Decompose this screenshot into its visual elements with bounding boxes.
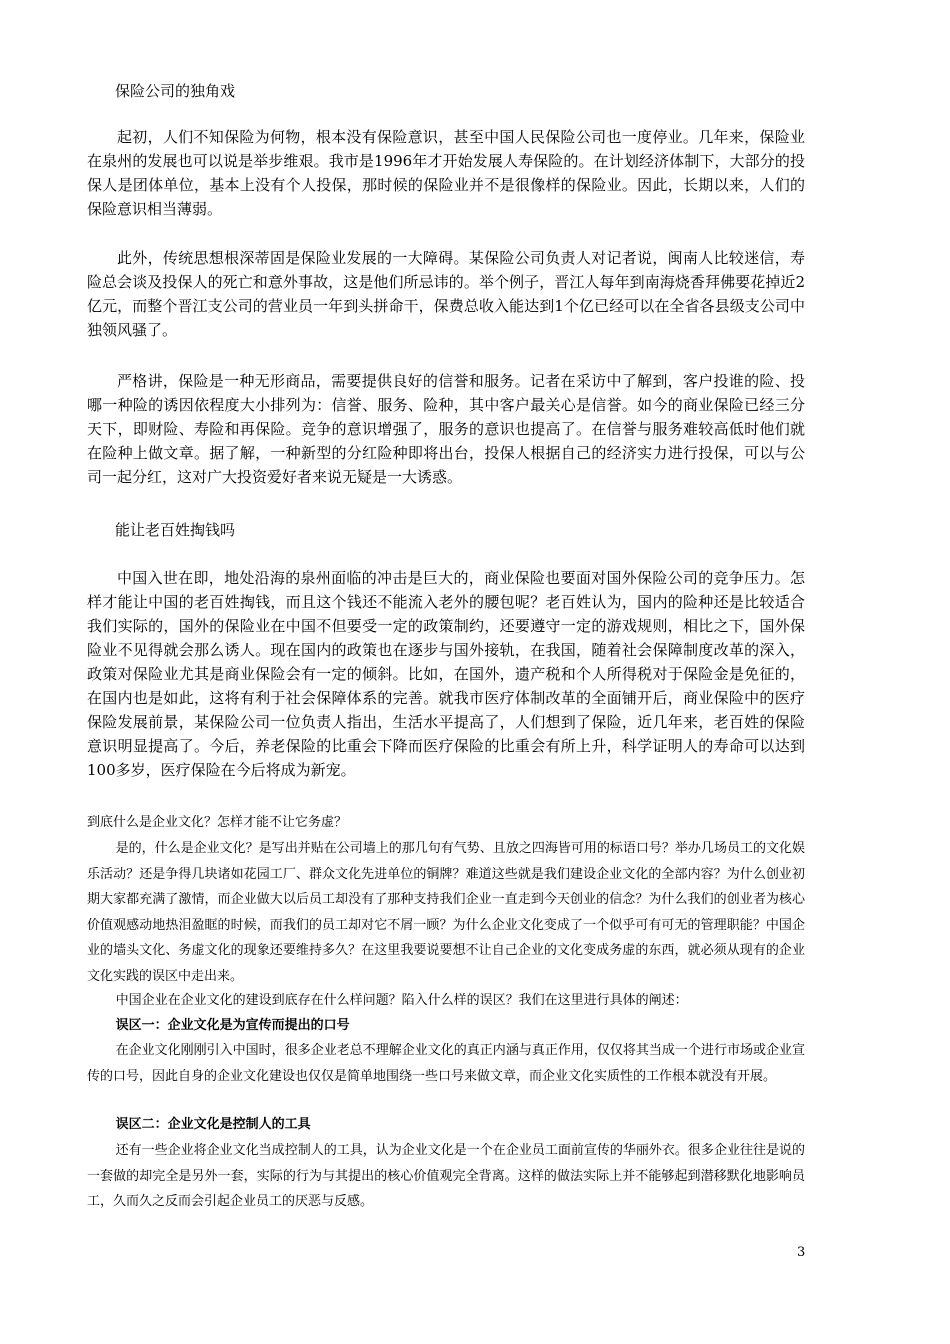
- myth-two-heading: 误区二：企业文化是控制人的工具: [115, 1117, 311, 1132]
- question-line: 到底什么是企业文化？怎样才能不让它务虚？: [87, 815, 348, 830]
- paragraph: 是的，什么是企业文化？是写出并贴在公司墙上的那几句有气势、且放之四海皆可用的标语口号？举办几场员工的文化娱乐活动？还是争得几块诸如花园工厂、群众文化先进单位的铜牌？难道这些就是我们建设企业文化的全部内容？为什么创业初期大家都充满了激情，而企业做大以后员工却没有了那种支持我们企业一直走到今天创业的信念？为什么我们的创业者为核心价值观感动地热泪盈眶的时候，而我们的员工却对它不屑一顾？为什么企业文化变成了一个似乎可有可无的管理职能？中国企业的墙头文化、务虚文化的现象还要维持多久？在这里我要说要想不让自己企业的文化变成务虚的东西，就必须从现有的企业文化实践的误区中走出来。: [87, 841, 805, 984]
- paragraph: 中国入世在即，地处沿海的泉州面临的冲击是巨大的，商业保险也要面对国外保险公司的竞争压力。怎样才能让中国的老百姓掏钱，而且这个钱还不能流入老外的腰包呢？老百姓认为，国内的险种还是比较适合我们实际的，国外的保险业在中国不但要受一定的政策制约，还要遵守一定的游戏规则，相比之下，国外保险业不见得就会那么诱人。现在国内的政策也在逐步与国外接轨，在我国，随着社会保障制度改革的深入，政策对保险业尤其是商业保险会有一定的倾斜。比如，在国外，遗产税和个人所得税对于保险金是免征的，在国内也是如此，这将有利于社会保障体系的完善。就我市医疗体制改革的全面铺开后，商业保险中的医疗保险发展前景，某保险公司一位负责人指出，生活水平提高了，人们想到了保险，近几年来，老百姓的保险意识明显提高了。今后，养老保险的比重会下降而医疗保险的比重会有所上升，科学证明人的寿命可以达到100多岁，医疗保险在今后将成为新宠。: [87, 569, 805, 779]
- paragraph: 严格讲，保险是一种无形商品，需要提供良好的信誉和服务。记者在采访中了解到，客户投谁的险、投哪一种险的诱因依程度大小排列为：信誉、服务、险种，其中客户最关心是信誉。如今的商业保险已经三分天下，即财险、寿险和再保险。竞争的意识增强了，服务的意识也提高了。在信誉与服务难较高低时他们就在险种上做文章。据了解，一种新型的分红险种即将出台，投保人根据自己的经济实力进行投保，可以与公司一起分红，这对广大投资爱好者来说无疑是一大诱惑。: [87, 372, 805, 486]
- paragraph: 中国企业在企业文化的建设到底存在什么样问题？陷入什么样的误区？我们在这里进行具体的阐述：: [115, 993, 688, 1008]
- paragraph: 起初，人们不知保险为何物，根本没有保险意识，甚至中国人民保险公司也一度停业。几年来，保险业在泉州的发展也可以说是举步维艰。我市是1996年才开始发展人寿保险的。在计划经济体制下，大部分的投保人是团体单位，基本上没有个人投保，那时候的保险业并不是很像样的保险业。因此，长期以来，人们的保险意识相当薄弱。: [87, 128, 805, 218]
- section-heading-consumer-spending: 能让老百姓掏钱吗: [115, 521, 236, 539]
- paragraph: 在企业文化刚刚引入中国时，很多企业老总不理解企业文化的真正内涵与真正作用，仅仅将其当成一个进行市场或企业宣传的口号，因此自身的企业文化建设也仅仅是简单地围绕一些口号来做文章，而企业文化实质性的工作根本就没有开展。: [87, 1043, 805, 1084]
- page-number: 3: [797, 1245, 806, 1260]
- paragraph: 还有一些企业将企业文化当成控制人的工具，认为企业文化是一个在企业员工面前宣传的华丽外衣。很多企业往往是说的一套做的却完全是另外一套，实际的行为与其提出的核心价值观完全背离。这样的做法实际上并不能够起到潜移默化地影响员工，久而久之反而会引起企业员工的厌恶与反感。: [87, 1143, 805, 1210]
- myth-one-heading: 误区一：企业文化是为宣传而提出的口号: [115, 1018, 350, 1033]
- paragraph: 此外，传统思想根深蒂固是保险业发展的一大障碍。某保险公司负责人对记者说，闽南人比较迷信，寿险总会谈及投保人的死亡和意外事故，这是他们所忌讳的。举个例子，晋江人每年到南海烧香拜佛要花掉近2亿元，而整个晋江支公司的营业员一年到头拼命干，保费总收入能达到1个亿已经可以在全省各县级支公司中独领风骚了。: [87, 249, 805, 339]
- section-heading-insurance-monopoly: 保险公司的独角戏: [115, 82, 236, 100]
